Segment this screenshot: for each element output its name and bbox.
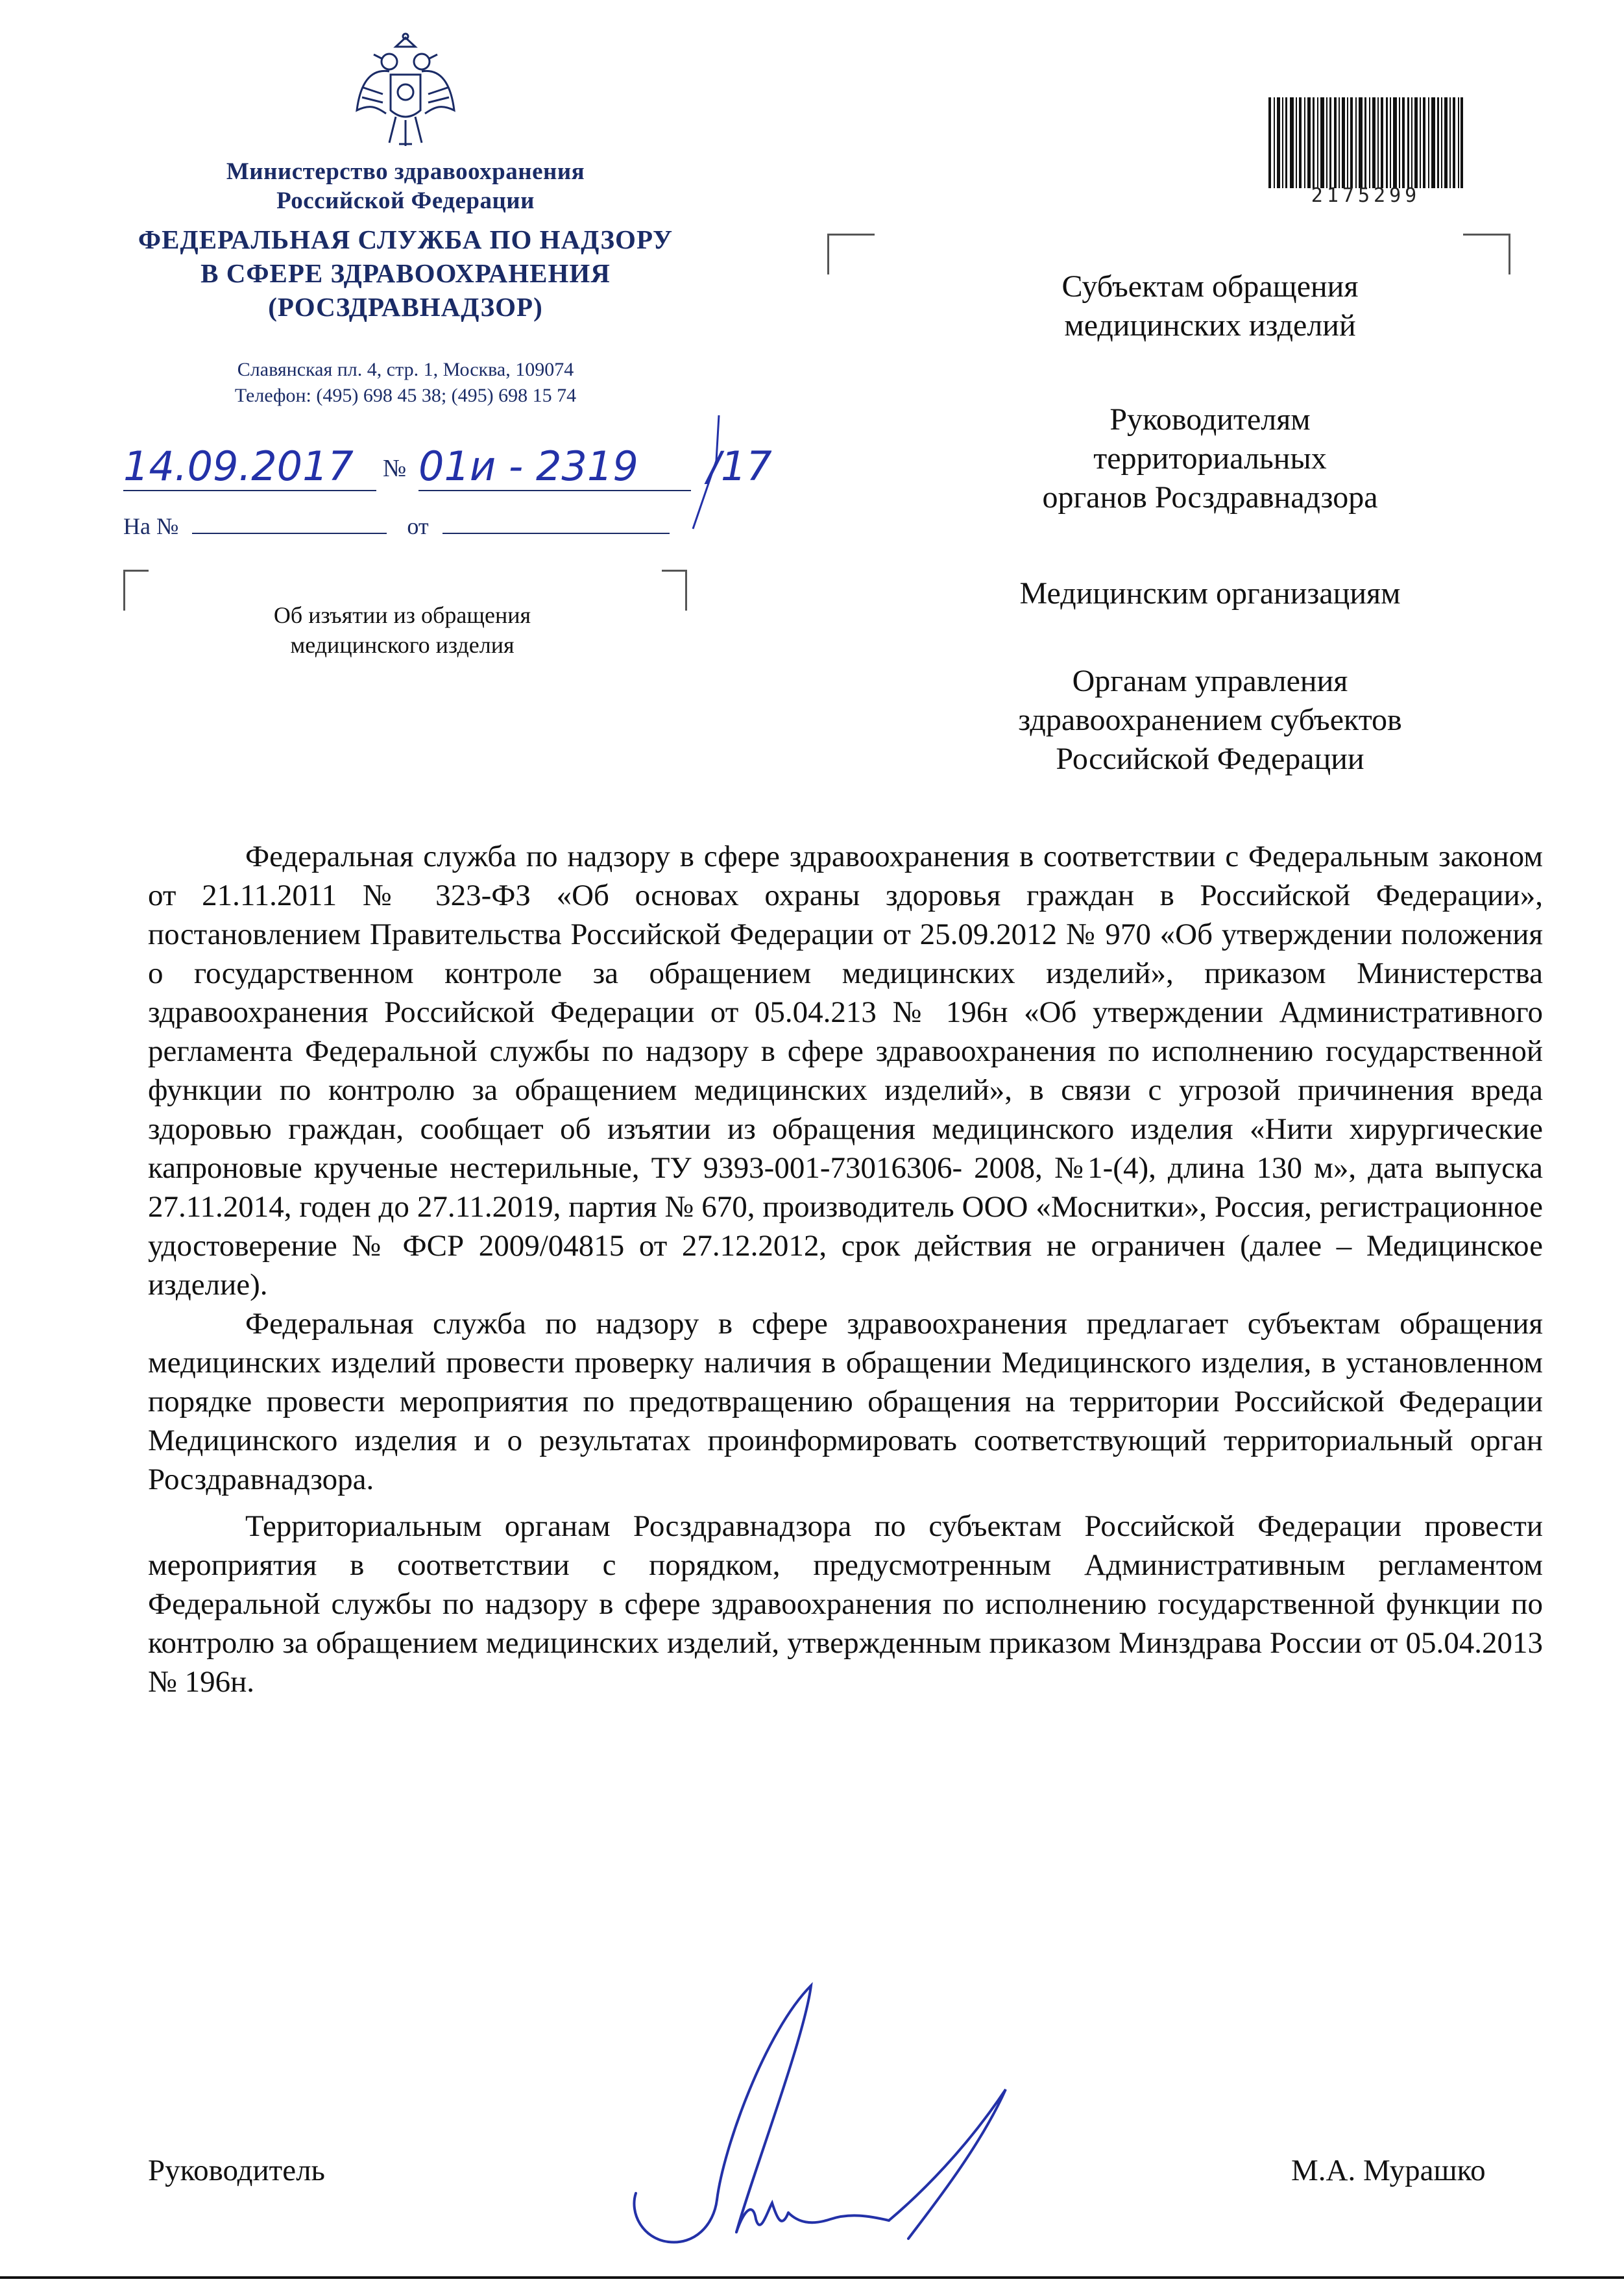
recipient-1-line2: медицинских изделий bbox=[1064, 308, 1356, 343]
recipient-2-line3: органов Росздравнадзора bbox=[1042, 480, 1378, 515]
body-paragraph-2: Федеральная служба по надзору в сфере здравоохранения предлагает субъектам обращения медицинских изделий провести проверку наличия в обращении Медицинского изделия, в установленном порядке провести мероприятия по предотвращению обращения на территории Российской Федерации Медицинского изделия и о результатах проинформировать соответствующий территориальный орган Росздравнадзора. bbox=[148, 1307, 1543, 1496]
recipient-block-3 bbox=[902, 574, 1518, 613]
recipient-2-line2: территориальных bbox=[1093, 441, 1327, 476]
signer-name: М.А. Мурашко bbox=[1291, 2154, 1486, 2187]
recipient-block-1 bbox=[902, 267, 1518, 345]
subject-bracket-right bbox=[662, 570, 687, 611]
registration-line bbox=[123, 435, 805, 506]
agency-address: Славянская пл. 4, стр. 1, Москва, 109074 bbox=[237, 359, 574, 380]
reply-date-blank bbox=[442, 515, 670, 534]
registration-number: 01и - 2319 bbox=[418, 443, 691, 491]
subject-line1: Об изъятии из обращения bbox=[273, 602, 531, 628]
bottom-border bbox=[0, 2276, 1624, 2279]
registration-number-sign: № bbox=[383, 455, 407, 482]
letter-body bbox=[148, 837, 1543, 1701]
recipient-bracket-left bbox=[827, 234, 875, 274]
recipient-1-line1: Субъектам обращения bbox=[1061, 269, 1359, 304]
body-paragraph-3: Территориальным органам Росздравнадзора по субъектам Российской Федерации провести мероприятия в соответствии с порядком, предусмотренным Административным регламентом Федеральной службы по надзору в сфере здравоохранения по исполнению государственной функции по контролю за обращением медицинских изделий, утвержденным приказом Минздрава России от 05.04.2013 № 196н. bbox=[148, 1509, 1543, 1699]
agency-name-line2: В СФЕРЕ ЗДРАВООХРАНЕНИЯ bbox=[200, 258, 611, 288]
recipient-3-line1: Медицинским организациям bbox=[1019, 576, 1401, 611]
recipient-block-4 bbox=[902, 662, 1518, 779]
barcode-number: 2175299 bbox=[1311, 184, 1421, 207]
subject-bracket-left bbox=[123, 570, 149, 611]
signer-title: Руководитель bbox=[148, 2154, 325, 2187]
recipient-2-line1: Руководителям bbox=[1109, 402, 1311, 437]
ministry-name-line1: Министерство здравоохранения bbox=[226, 158, 585, 185]
agency-phone: Телефон: (495) 698 45 38; (495) 698 15 74 bbox=[234, 385, 577, 406]
handwritten-signature bbox=[616, 1979, 1038, 2265]
body-paragraph-1: Федеральная служба по надзору в сфере здравоохранения в соответствии с Федеральным законом от 21.11.2011 № 323-ФЗ «Об основах охраны здоровья граждан в Российской Федерации», постановлением Правительства Российской Федерации от 25.09.2012 № 970 «Об утверждении положения о государственном контроле за обращением медицинских изделий», приказом Министерства здравоохранения Российской Федерации от 05.04.213 № 196н «Об утверждении Административного регламента Федеральной службы по надзору в сфере здравоохранения по исполнению государственной функции по контролю за обращением медицинских изделий», в связи с угрозой причинения вреда здоровью граждан, сообщает об изъятии из обращения медицинского изделия «Нити хирургические капроновые крученые нестерильные, ТУ 9393-001-73016306- 2008, №1-(4), длина 130 м», дата выпуска 27.11.2014, годен до 27.11.2019, партия № 670, производитель ООО «Моснитки», Россия, регистрационное удостоверение № ФСР 2009/04815 от 27.12.2012, срок действия не ограничен (далее – Медицинское изделие). bbox=[148, 840, 1543, 1302]
agency-name-line3: (РОСЗДРАВНАДЗОР) bbox=[268, 292, 543, 322]
reply-number-label: На № bbox=[123, 513, 179, 539]
recipient-block-2 bbox=[902, 400, 1518, 517]
subject-line2: медицинского изделия bbox=[290, 632, 515, 658]
agency-name-line1: ФЕДЕРАЛЬНАЯ СЛУЖБА ПО НАДЗОРУ bbox=[138, 225, 673, 254]
reply-number-blank bbox=[192, 515, 387, 534]
registration-year: /17 bbox=[707, 443, 772, 490]
recipient-4-line3: Российской Федерации bbox=[1056, 742, 1364, 776]
ministry-name-line2: Российской Федерации bbox=[276, 188, 535, 214]
reply-reference bbox=[123, 513, 670, 540]
recipient-4-line1: Органам управления bbox=[1072, 664, 1348, 698]
registration-date: 14.09.2017 bbox=[123, 443, 376, 491]
reply-from-label: от bbox=[407, 513, 429, 539]
coat-of-arms-icon bbox=[350, 32, 461, 156]
recipient-4-line2: здравоохранением субъектов bbox=[1018, 703, 1402, 737]
letter-subject bbox=[221, 600, 584, 660]
barcode-icon bbox=[1268, 97, 1463, 188]
